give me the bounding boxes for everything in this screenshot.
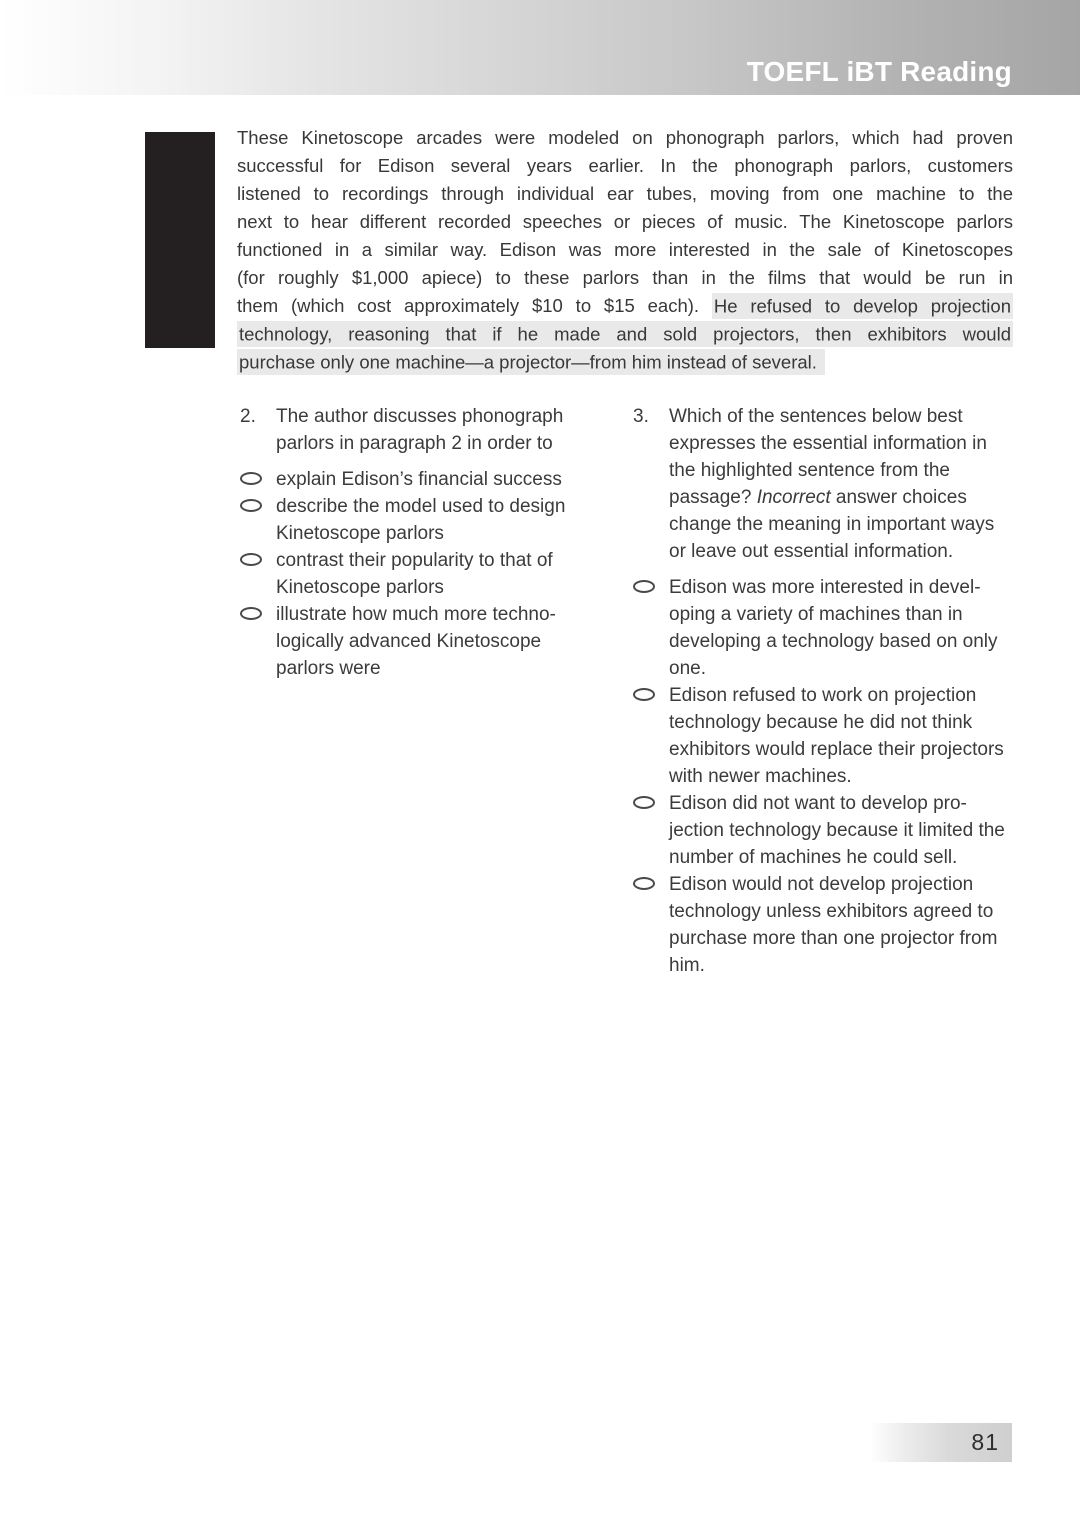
passage-line [237,236,1013,264]
question-prompt [669,403,1013,565]
passage-line [237,124,1013,152]
passage-text: functioned in a similar way. Edison was more interested in the sale of Kinetoscopes [237,239,1013,260]
answer-bullet [240,547,276,566]
question-number: 2. [240,406,256,427]
passage-line [237,348,1013,376]
question-header [633,403,1013,565]
answer-option-text: Edison was more interested in developing a variety of machines than in developing a technology based on only one. [669,577,998,679]
answer-option-text: describe the model used to design Kinetoscope parlors [276,496,566,544]
answer-option-text: Edison refused to work on projection technology because he did not think exhibitors would replace their projectors with newer machines. [669,685,1004,787]
passage-text: listened to recordings through individual ear tubes, moving from one machine to the [237,183,1013,204]
passage-line [237,264,1013,292]
answer-oval-icon[interactable] [240,499,262,512]
passage-line [237,320,1013,348]
answer-oval-icon[interactable] [633,796,655,809]
page-number: 81 [971,1429,999,1455]
answer-option[interactable] [633,790,1013,871]
question-3 [633,403,1013,979]
header-bar [0,0,1080,95]
answer-option[interactable] [633,682,1013,790]
answer-options [240,466,592,682]
answer-bullet [240,493,276,512]
footer-bar [870,1423,1012,1462]
reading-passage [237,124,1013,376]
answer-option[interactable] [240,601,592,682]
passage-text: successful for Edison several years earlier. In the phonograph parlors, customers [237,155,1013,176]
paragraph-marker [145,132,215,348]
question-prompt [276,403,592,457]
answer-oval-icon[interactable] [240,553,262,566]
answer-option[interactable] [240,547,592,601]
answer-oval-icon[interactable] [240,607,262,620]
answer-bullet [633,682,669,701]
passage-line [237,292,1013,320]
answer-oval-icon[interactable] [633,688,655,701]
answer-option-text: contrast their popularity to that of Kinetoscope parlors [276,550,553,598]
answer-option-text: Edison did not want to develop projection technology because it limited the number of machines he could sell. [669,793,1005,868]
highlighted-text: He refused to develop projection [712,293,1013,320]
answer-bullet [240,466,276,485]
answer-option[interactable] [633,574,1013,682]
answer-option-text: Edison would not develop projection technology unless exhibitors agreed to purchase more than one projector from him. [669,874,998,976]
question-number: 3. [633,406,649,427]
answer-option[interactable] [240,466,592,493]
passage-line [237,152,1013,180]
answer-bullet [633,574,669,593]
highlighted-text: purchase only one machine—a projector—from him instead of several. [237,349,825,376]
answer-bullet [633,871,669,890]
question-2 [240,403,592,682]
answer-options [633,574,1013,979]
passage-text: them (which cost approximately $10 to $15 each). [237,295,712,316]
answer-bullet [240,601,276,620]
answer-bullet [633,790,669,809]
answer-oval-icon[interactable] [633,580,655,593]
passage-line [237,180,1013,208]
question-prompt-italic: Incorrect [756,487,831,508]
answer-option[interactable] [633,871,1013,979]
passage-text: (for roughly $1,000 apiece) to these parlors than in the films that would be run in [237,267,1013,288]
question-prompt-text: answer choices change the meaning in important ways or leave out essential information. [669,487,995,562]
question-prompt-text: The author discusses phonograph parlors in paragraph 2 in order to [276,406,564,454]
answer-oval-icon[interactable] [240,472,262,485]
passage-text: next to hear different recorded speeches or pieces of music. The Kinetoscope parlors [237,211,1013,232]
answer-option-text: explain Edison’s financial success [276,469,562,490]
answer-oval-icon[interactable] [633,877,655,890]
answer-option[interactable] [240,493,592,547]
page-header-title: TOEFL iBT Reading [746,56,1012,87]
passage-line [237,208,1013,236]
answer-option-text: illustrate how much more technologically advanced Kinetoscope parlors were [276,604,556,679]
question-prompt-text: Which of the sentences below best expresses the essential information in the highlighted sentence from the passage? [669,406,987,508]
question-header [240,403,592,457]
highlighted-text: technology, reasoning that if he made and sold projectors, then exhibitors would [237,321,1013,348]
passage-text: These Kinetoscope arcades were modeled on phonograph parlors, which had proven [237,127,1013,148]
